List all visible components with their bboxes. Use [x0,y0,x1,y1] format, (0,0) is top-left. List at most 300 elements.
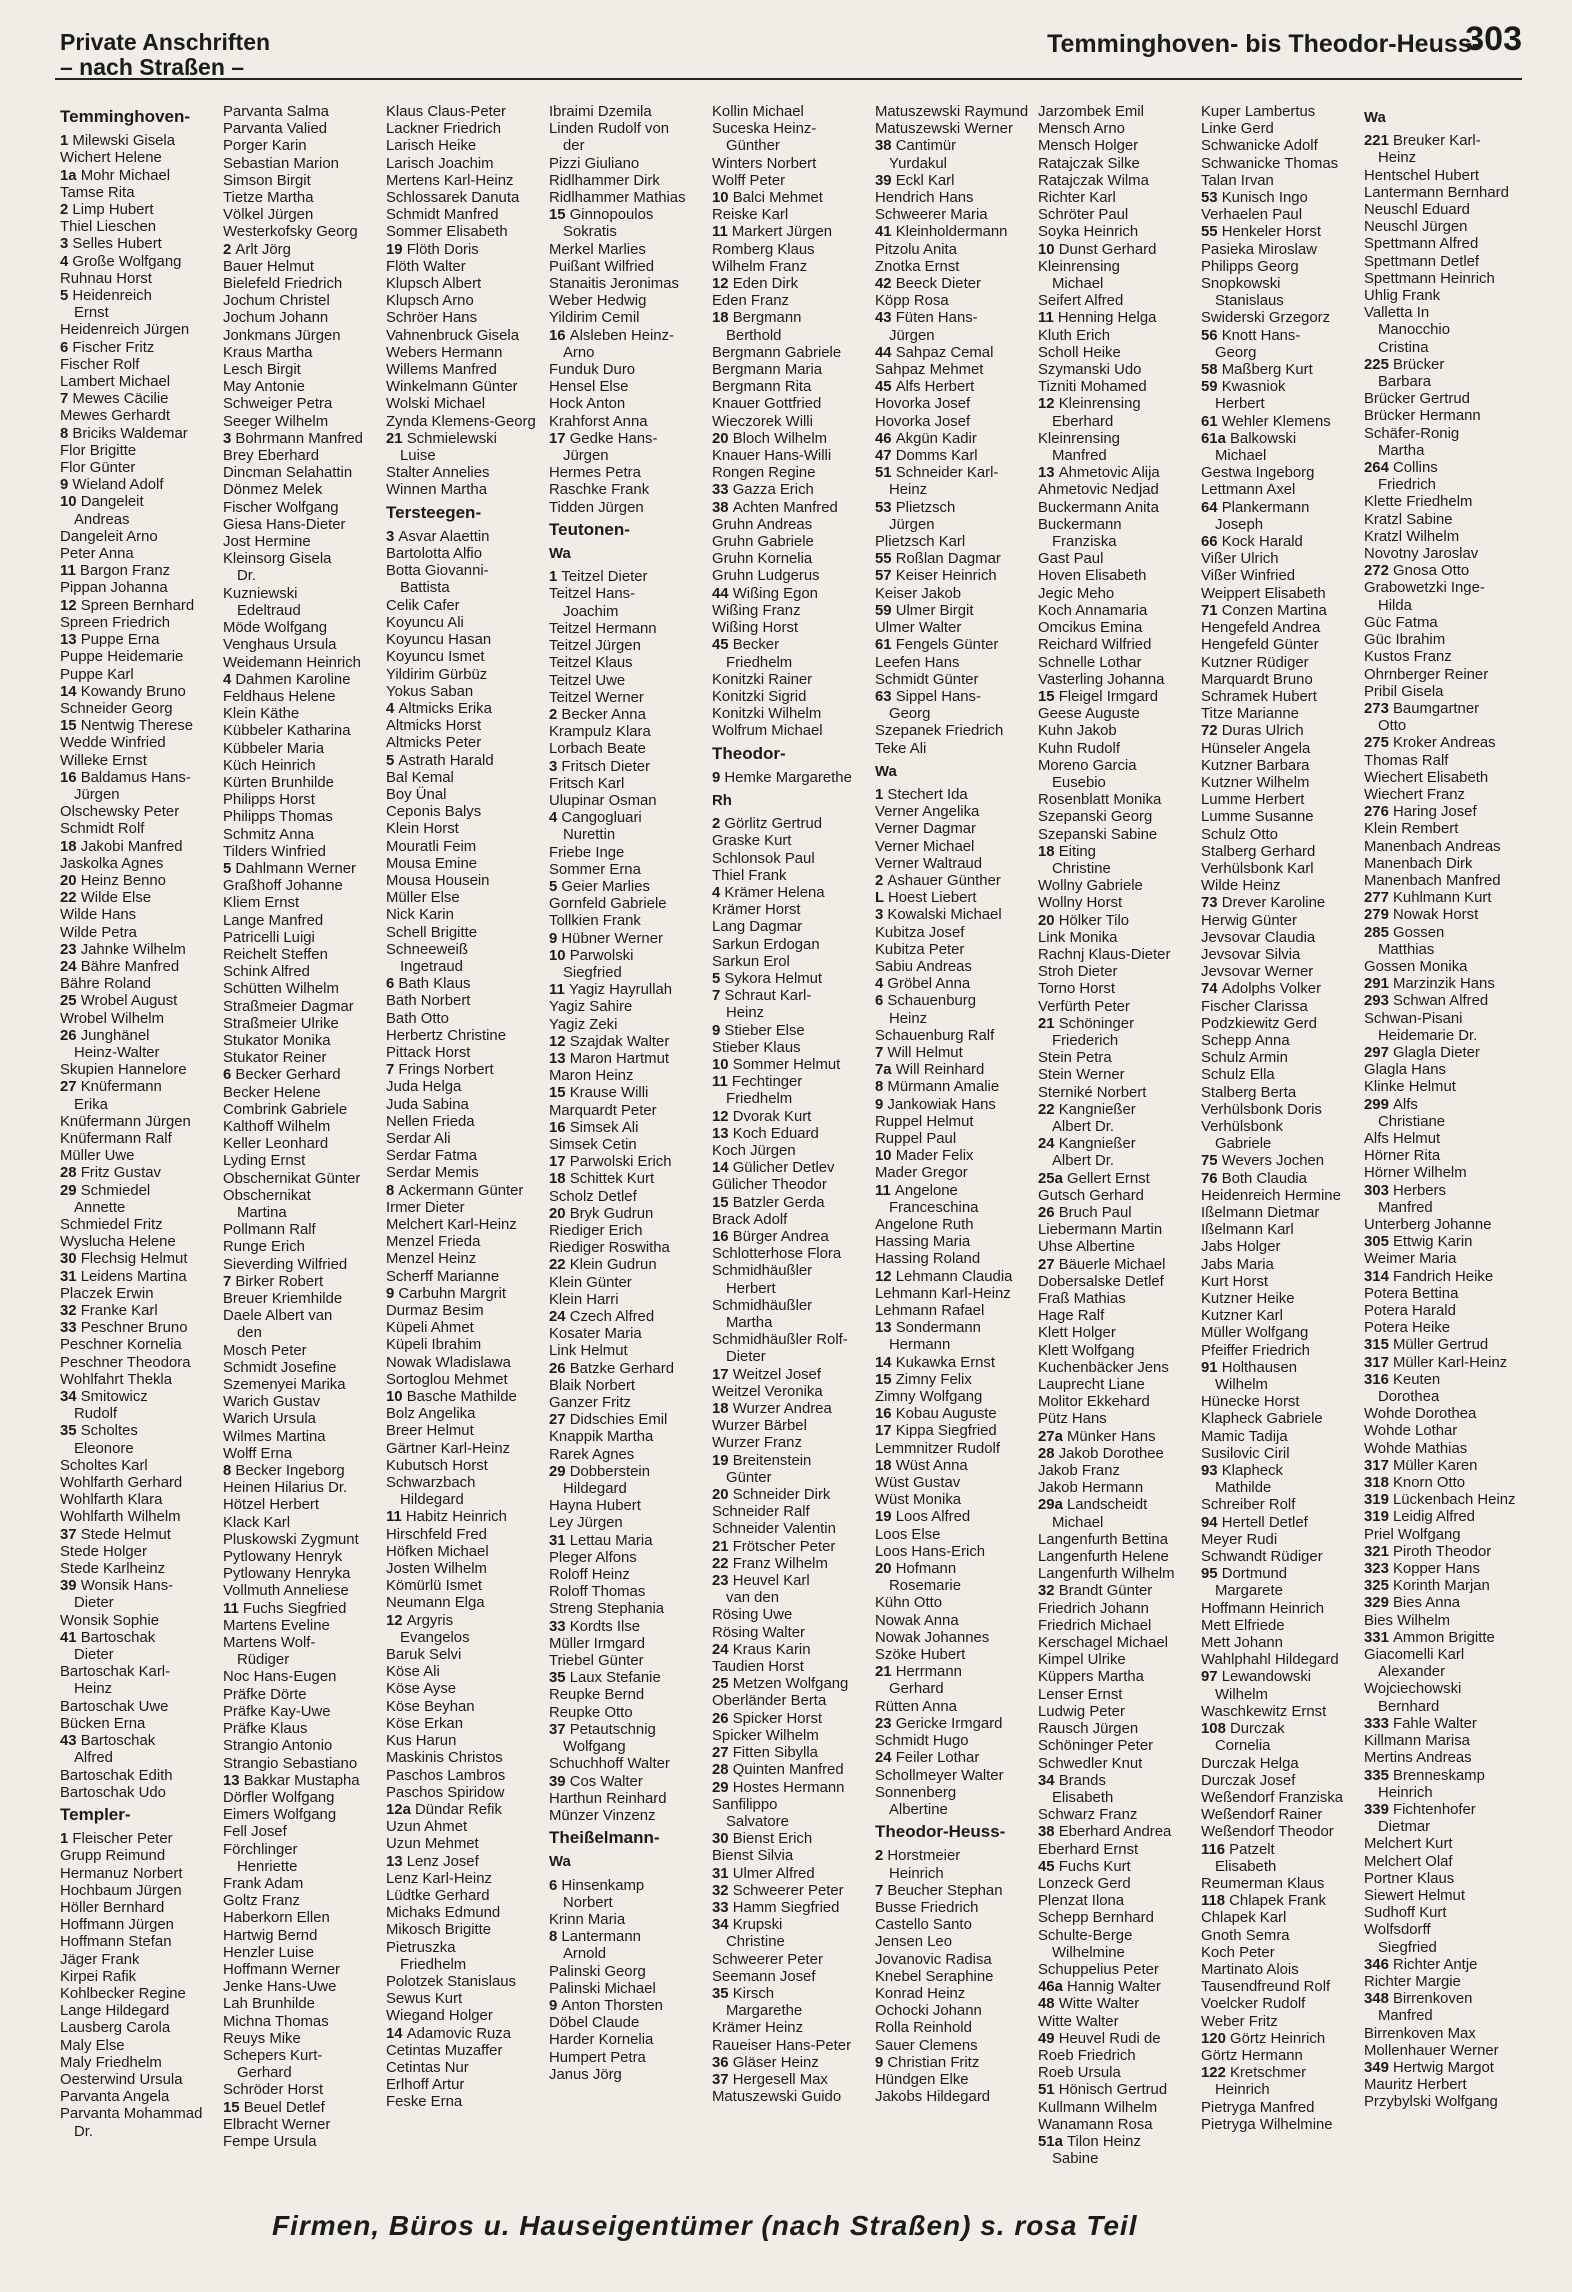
resident-entry: 14 Gülicher Detlev [712,1160,835,1177]
resident-entry: 14 Adamovic Ruza [386,2025,511,2042]
house-number: 41 [60,1629,81,1646]
resident-entry: Schreiber Rolf [1201,1497,1296,1514]
resident-entry: Kerschagel Michael [1038,1635,1168,1652]
resident-entry: Kutzner Heike [1201,1291,1295,1308]
street-heading: Theißelmann- [549,1828,660,1848]
resident-entry: Ridlhammer Mathias [549,190,686,207]
resident-entry: Jevsovar Werner [1201,964,1314,981]
resident-entry: Kosater Maria [549,1326,642,1343]
entry-continuation: Albertine [889,1801,948,1818]
house-number: 14 [60,683,81,700]
resident-entry: 9 Hemke Margarethe [712,769,852,786]
resident-entry: 56 Knott Hans- [1201,327,1301,344]
resident-entry: Szepanski Sabine [1038,826,1158,843]
resident-entry: Hörner Rita [1364,1148,1441,1165]
resident-entry: Jochum Johann [223,310,329,327]
entry-continuation: Gabriele [1215,1136,1272,1153]
resident-entry: Taudien Horst [712,1659,804,1676]
resident-entry: Hock Anton [549,396,626,413]
resident-entry: 31 Lettau Maria [549,1532,653,1549]
resident-entry: 318 Knorn Otto [1364,1475,1465,1492]
resident-entry: Güc Fatma [1364,614,1438,631]
house-number: 22 [60,890,81,907]
house-number: 17 [712,1366,733,1383]
resident-entry: Klupsch Arno [386,293,474,310]
resident-entry: Jegic Meho [1038,585,1115,602]
street-range-title: Temminghoven- bis Theodor-Heuss- [1047,30,1480,58]
resident-entry: 23 Jahnke Wilhelm [60,941,186,958]
resident-entry: 18 Wüst Anna [875,1457,968,1474]
resident-entry: Parvanta Angela [60,2089,170,2106]
resident-entry: Bies Wilhelm [1364,1612,1451,1629]
resident-entry: Tizniti Mohamed [1038,379,1147,396]
resident-entry: 19 Loos Alfred [875,1509,971,1526]
resident-entry: Yildirim Cemil [549,310,640,327]
resident-entry: Schulz Ella [1201,1067,1275,1084]
resident-entry: 51a Tilon Heinz [1038,2133,1141,2150]
resident-entry: 24 Czech Alfred [549,1309,655,1326]
resident-entry: 225 Brücker [1364,356,1445,373]
house-number: 57 [875,568,896,585]
resident-entry: Kollin Michael [712,104,804,120]
listing-column [1364,104,1527,2164]
resident-entry: Hartwig Bernd [223,1927,318,1944]
resident-entry: Vasterling Johanna [1038,671,1165,688]
resident-entry: Martens Eveline [223,1617,330,1634]
house-number: 23 [875,1715,896,1732]
entry-continuation: Wilhelmine [1052,1944,1125,1961]
resident-entry: Titze Marianne [1201,706,1299,723]
resident-entry: Jochum Christel [223,293,330,310]
resident-entry: Schauenburg Ralf [875,1027,995,1044]
resident-entry: Verhaelen Paul [1201,207,1303,224]
resident-entry: Schlossarek Danuta [386,190,520,207]
resident-entry: 18 Eiting [1038,843,1096,860]
entry-continuation: Franziska [1052,534,1117,551]
resident-entry: Schink Alfred [223,964,310,981]
house-number: 33 [712,1899,733,1916]
resident-entry: Scholtes Karl [60,1457,148,1474]
resident-entry: Wrobel Wilhelm [60,1010,164,1027]
entry-continuation: Eusebio [1052,774,1106,791]
house-number: 2 [875,1848,888,1865]
resident-entry: Lettmann Axel [1201,482,1296,499]
resident-entry: Hengefeld Günter [1201,637,1319,654]
house-number: 6 [875,993,888,1010]
entry-continuation: Elisabeth [1215,1858,1277,1875]
resident-entry: Serdar Memis [386,1165,479,1182]
house-number: 303 [1364,1182,1393,1199]
resident-entry: Bartoschak Uwe [60,1698,169,1715]
resident-entry: Scherff Marianne [386,1268,500,1285]
resident-entry: 329 Bies Anna [1364,1595,1461,1612]
house-number: 331 [1364,1629,1393,1646]
resident-entry: Wißing Horst [712,620,799,637]
entry-continuation: Friedhelm [726,1091,793,1108]
resident-entry: Polotzek Stanislaus [386,1973,516,1990]
resident-entry: 20 Hofmann [875,1561,957,1578]
resident-entry: Mollenhauer Werner [1364,2042,1499,2059]
resident-entry: Reumerman Klaus [1201,1875,1325,1892]
house-number: 277 [1364,890,1393,907]
resident-entry: Hoffmann Werner [223,1961,340,1978]
entry-continuation: Berthold [726,327,782,344]
resident-entry: Spettmann Alfred [1364,236,1479,253]
resident-entry: Celik Cafer [386,597,460,614]
resident-entry: 49 Heuvel Rudi de [1038,2030,1161,2047]
house-number: 20 [875,1561,896,1578]
entry-continuation: Margarete [1215,1583,1283,1600]
resident-entry: 6 Fischer Fritz [60,339,155,356]
resident-entry: Schweerer Maria [875,207,988,224]
resident-entry: Yagiz Sahire [549,999,633,1016]
resident-entry: Lesch Birgit [223,362,301,379]
resident-entry: Weßendorf Franziska [1201,1789,1344,1806]
resident-entry: Strangio Antonio [223,1738,333,1755]
resident-entry: Warich Ursula [223,1411,316,1428]
entry-continuation: Erika [74,1096,108,1113]
resident-entry: 58 Maßberg Kurt [1201,362,1313,379]
resident-entry: Pütz Hans [1038,1411,1107,1428]
entry-continuation: Sokratis [563,224,617,241]
entry-continuation: Christine [726,1934,785,1951]
resident-entry: Riediger Erich [549,1223,643,1239]
resident-entry: Lumme Herbert [1201,792,1305,809]
resident-entry: Leefen Hans [875,654,960,671]
house-number: 53 [875,499,896,516]
resident-entry: 1 Teitzel Dieter [549,569,648,586]
house-number: 9 [60,477,73,494]
entry-continuation: Rosemarie [889,1578,961,1595]
resident-entry: Manenbach Dirk [1364,855,1473,872]
entry-continuation: Günther [726,138,780,155]
house-number: 37 [60,1526,81,1543]
resident-entry: 31 Ulmer Alfred [712,1865,815,1882]
resident-entry: Stein Petra [1038,1050,1112,1067]
house-number: 333 [1364,1715,1393,1732]
house-number: 118 [1201,1893,1230,1910]
resident-entry: Uhlig Frank [1364,288,1441,305]
resident-entry: 2 Becker Anna [549,706,646,723]
resident-entry: 46 Akgün Kadir [875,430,977,447]
resident-entry: 21 Herrmann [875,1664,962,1681]
listing-column [223,104,386,2164]
house-number: 21 [1038,1015,1059,1032]
resident-entry: Kullmann Wilhelm [1038,2099,1158,2116]
resident-entry: 10 Parwolski [549,947,634,964]
house-number: 19 [712,1452,733,1469]
resident-entry: 45 Fuchs Kurt [1038,1858,1131,1875]
resident-entry: Nowak Anna [875,1612,959,1629]
resident-entry: 325 Korinth Marjan [1364,1578,1490,1595]
resident-entry: Venghaus Ursula [223,637,337,654]
resident-entry: 10 Basche Mathilde [386,1389,517,1406]
resident-entry: Martinato Alois [1201,1961,1299,1978]
resident-entry: Sarkun Erdogan [712,936,820,953]
street-heading: Temminghoven- [60,107,191,126]
resident-entry: Wiechert Elisabeth [1364,769,1489,786]
resident-entry: Friedrich Michael [1038,1617,1152,1634]
house-number: 33 [60,1320,81,1337]
resident-entry: Lenz Karl-Heinz [386,1870,492,1887]
resident-entry: Skupien Hannelore [60,1062,187,1079]
resident-entry: 10 Balci Mehmet [712,190,823,207]
resident-entry: 51 Hönisch Gertrud [1038,2082,1168,2099]
resident-entry: 38 Eberhard Andrea [1038,1824,1172,1841]
resident-entry: Kustos Franz [1364,649,1452,666]
entry-continuation: Manfred [1378,2008,1433,2025]
resident-entry: Schmiedel Fritz [60,1217,163,1233]
resident-entry: 8 Becker Ingeborg [223,1463,345,1480]
resident-entry: Harthun Reinhard [549,1790,667,1807]
resident-entry: Schneeweiß [386,941,468,958]
resident-entry: Roloff Heinz [549,1567,630,1584]
resident-entry: Schweiger Petra [223,396,333,413]
entry-continuation: Ingetraud [400,958,463,975]
resident-entry: Priel Wolfgang [1364,1526,1461,1543]
entry-continuation: Wilhelm [1215,1686,1268,1703]
resident-entry: Klett Wolfgang [1038,1342,1135,1359]
resident-entry: 22 Klein Gudrun [549,1257,657,1274]
resident-entry: 11 Angelone [875,1182,958,1199]
house-number: 17 [875,1423,896,1440]
resident-entry: 317 Müller Karen [1364,1457,1478,1474]
resident-entry: Buckermann [1038,516,1122,533]
resident-entry: Sanfilippo [712,1796,778,1813]
house-number: 34 [1038,1772,1059,1789]
house-number: 43 [875,310,896,327]
resident-entry: 1 Fleischer Peter [60,1831,173,1848]
house-number: 15 [223,2099,244,2116]
resident-entry: 26 Bruch Paul [1038,1205,1132,1221]
house-number: 24 [60,958,81,975]
resident-entry: Schwan-Pisani [1364,1010,1463,1027]
entry-continuation: Ernst [74,305,109,322]
resident-entry: Lonzeck Gerd [1038,1875,1131,1892]
house-number: 305 [1364,1234,1393,1251]
resident-entry: Bergmann Rita [712,379,812,396]
resident-entry: Potera Harald [1364,1303,1456,1320]
resident-entry: 6 Hinsenkamp [549,1877,645,1894]
resident-entry: Reichard Wilfried [1038,637,1152,654]
resident-entry: Stieber Klaus [712,1039,801,1056]
resident-entry: Siewert Helmut [1364,1887,1465,1904]
resident-entry: L Hoest Liebert [875,890,977,907]
resident-entry: Kimpel Ulrike [1038,1652,1126,1669]
resident-entry: Schmitz Anna [223,826,315,843]
resident-entry: Warich Gustav [223,1394,321,1411]
resident-entry: 41 Bartoschak [60,1629,156,1646]
resident-entry: Matuszewski Raymund [875,104,1029,120]
resident-entry: Geese Auguste [1038,706,1140,723]
resident-entry: Philipps Thomas [223,809,333,826]
resident-entry: 66 Kock Harald [1201,534,1303,551]
resident-entry: Lausberg Carola [60,2020,171,2037]
resident-entry: Irmer Dieter [386,1199,465,1216]
resident-entry: Kus Harun [386,1733,457,1750]
resident-entry: Pietryga Manfred [1201,2099,1315,2116]
listing-column [549,104,712,2164]
resident-entry: 32 Brandt Günter [1038,1583,1153,1600]
resident-entry: Fempe Ursula [223,2133,317,2150]
resident-entry: 33 Gazza Erich [712,482,814,499]
resident-entry: Sieverding Wilfried [223,1256,348,1273]
resident-entry: Wahlphahl Hildegard [1201,1652,1339,1669]
entry-continuation: Cristina [1378,339,1429,356]
house-number: 15 [549,207,570,224]
entry-continuation: Wilhelm [1215,1377,1268,1394]
house-number: 5 [386,752,399,769]
resident-entry: 285 Gossen [1364,924,1445,941]
resident-entry: 10 Dunst Gerhard [1038,241,1157,258]
resident-entry: 3 Selles Hubert [60,236,162,253]
resident-entry: Winkelmann Günter [386,379,518,396]
resident-entry: 15 Beuel Detlef [223,2099,325,2116]
resident-entry: Lüdtke Gerhard [386,1887,490,1904]
resident-entry: 9 Wieland Adolf [60,477,164,494]
resident-entry: Konitzki Rainer [712,671,813,688]
resident-entry: Birrenkoven Max [1364,2025,1476,2042]
house-number: 11 [223,1600,243,1617]
entry-continuation: Heinz [889,1010,928,1027]
house-number: 16 [549,1119,570,1136]
resident-entry: Roeb Friedrich [1038,2047,1136,2064]
resident-entry: Mousa Emine [386,855,478,872]
resident-entry: Kubitza Josef [875,924,965,941]
resident-entry: Thiel Frank [712,867,787,884]
resident-entry: Küpeli Ibrahim [386,1337,482,1354]
entry-continuation: Norbert [563,1894,613,1911]
resident-entry: Kleinsorg Gisela [223,551,332,568]
house-number: 346 [1364,1956,1393,1973]
resident-entry: 122 Kretschmer [1201,2065,1307,2082]
resident-entry: Parvanta Valied [223,121,328,138]
resident-entry: 10 Sommer Helmut [712,1056,841,1073]
resident-entry: Becker Helene [223,1084,321,1101]
listing-column [386,104,549,2164]
resident-entry: Durczak Helga [1201,1755,1299,1772]
resident-entry: Kutzner Wilhelm [1201,774,1310,791]
resident-entry: Oesterwind Ursula [60,2071,183,2088]
street-heading: Theodor- [712,743,786,763]
house-number: 39 [549,1773,570,1790]
resident-entry: Schneider Valentin [712,1521,836,1538]
resident-entry: Palinski Georg [549,1963,646,1980]
resident-entry: Kühn Otto [875,1595,943,1612]
house-number: 13 [875,1320,896,1337]
resident-entry: Matuszewski Werner [875,121,1013,138]
entry-continuation: Dieter [726,1349,766,1366]
resident-entry: Klinke Helmut [1364,1079,1456,1096]
resident-entry: 17 Kippa Siegfried [875,1423,997,1440]
resident-entry: Mertins Andreas [1364,1750,1472,1767]
resident-entry: Bienst Silvia [712,1848,794,1865]
house-number: 94 [1201,1514,1222,1531]
resident-entry: Parvanta Mohammad [60,2106,203,2123]
resident-entry: Spettmann Detlef [1364,253,1480,270]
resident-entry: 27a Münker Hans [1038,1428,1156,1445]
resident-entry: Klaus Claus-Peter [386,104,507,120]
house-number: 45 [712,637,733,654]
resident-entry: 26 Junghänel [60,1027,150,1044]
house-number: 348 [1364,1991,1393,2008]
house-number: 20 [712,430,733,447]
resident-entry: Jovanovic Radisa [875,1951,992,1968]
resident-entry: 6 Becker Gerhard [223,1067,341,1084]
resident-entry: Flor Günter [60,460,136,477]
resident-entry: 5 Heidenreich [60,288,152,305]
resident-entry: Wohde Dorothea [1364,1406,1477,1423]
resident-entry: 20 Hölker Tilo [1038,912,1130,929]
house-number: 31 [60,1268,81,1285]
resident-entry: Tausendfreund Rolf [1201,1979,1331,1996]
resident-entry: 4 Große Wolfgang [60,253,182,270]
entry-continuation: van den [726,1590,779,1607]
resident-entry: 3 Bohrmann Manfred [223,430,363,447]
resident-entry: Sommer Elisabeth [386,224,508,241]
resident-entry: 15 Fleigel Irmgard [1038,688,1159,705]
listing-column [60,104,223,2164]
resident-entry: Jost Hermine [223,534,311,551]
resident-entry: Maly Else [60,2037,125,2054]
resident-entry: Wilde Heinz [1201,878,1281,895]
resident-entry: Nowak Johannes [875,1629,990,1646]
house-number: 9 [549,1997,562,2014]
house-number: 26 [60,1027,81,1044]
resident-entry: Schneider Ralf [712,1504,810,1521]
house-number: 2 [712,816,725,833]
resident-entry: 291 Marzinzik Hans [1364,976,1495,993]
resident-entry: Konitzki Wilhelm [712,706,822,723]
entry-continuation: Evangelos [400,1629,470,1646]
resident-entry: 32 Franke Karl [60,1303,158,1320]
entry-continuation: Heinz [74,1681,113,1698]
resident-entry: Mensch Holger [1038,138,1139,155]
resident-entry: Gruhn Ludgerus [712,568,820,585]
resident-entry: Westerkofsky Georg [223,224,358,241]
resident-entry: Schulz Armin [1201,1050,1288,1067]
resident-entry: Lenser Ernst [1038,1686,1123,1703]
resident-entry: 13 Maron Hartmut [549,1050,670,1067]
resident-entry: Rausch Jürgen [1038,1721,1139,1738]
resident-entry: Voelcker Rudolf [1201,1996,1306,2013]
resident-entry: Stalberg Berta [1201,1084,1297,1101]
resident-entry: Mader Gregor [875,1165,968,1182]
house-number: 273 [1364,700,1393,717]
resident-entry: Oberländer Berta [712,1693,827,1710]
resident-entry: Kuper Lambertus [1201,104,1316,120]
house-number: 32 [1038,1583,1059,1600]
house-number: 6 [386,976,399,993]
resident-entry: Stalter Annelies [386,465,490,482]
entry-continuation: Albert Dr. [1052,1153,1115,1170]
entry-continuation: Manfred [1378,1199,1433,1216]
house-number: 18 [549,1171,570,1188]
resident-entry: Verner Michael [875,838,975,855]
resident-entry: Humpert Petra [549,2049,646,2066]
resident-entry: Jonkmans Jürgen [223,327,341,344]
resident-entry: Weippert Elisabeth [1201,585,1326,602]
resident-entry: Tilders Winfried [223,843,326,860]
resident-entry: Romberg Klaus [712,241,815,258]
resident-entry: 35 Scholtes [60,1423,138,1440]
house-number: 29a [1038,1497,1067,1514]
resident-entry: Hirschfeld Fred [386,1526,487,1543]
house-number: 91 [1201,1359,1222,1376]
house-number: 15 [1038,688,1059,705]
house-number: 14 [386,2025,407,2042]
resident-entry: Brücker Hermann [1364,408,1481,425]
